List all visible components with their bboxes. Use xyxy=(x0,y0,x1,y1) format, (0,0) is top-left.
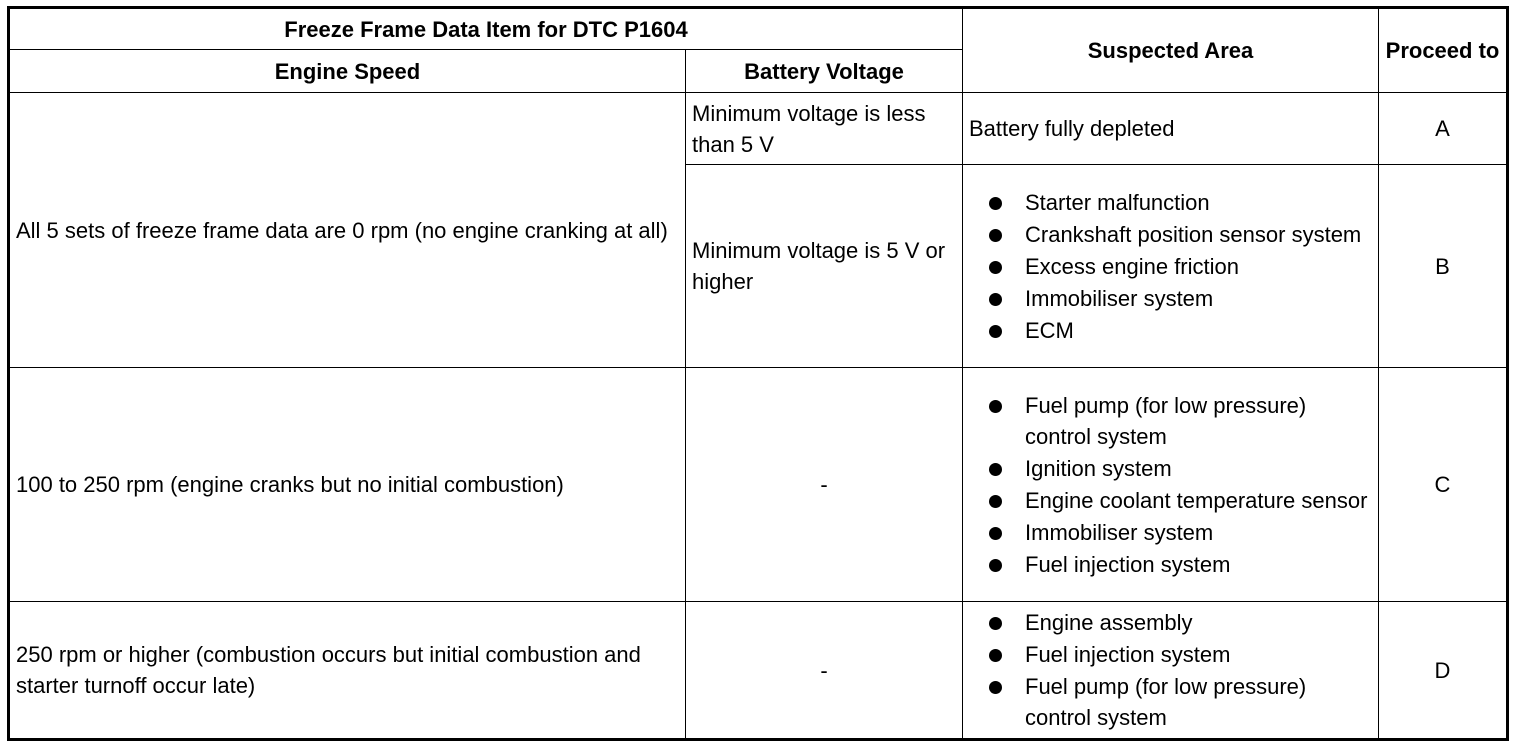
battery-voltage-cell: - xyxy=(686,368,963,602)
bullet-icon xyxy=(989,649,1002,662)
battery-voltage-cell: Minimum voltage is 5 V or higher xyxy=(686,165,963,368)
proceed-cell: B xyxy=(1379,165,1508,368)
header-row-group xyxy=(9,8,1508,50)
engine-speed-header: Engine Speed xyxy=(9,50,686,93)
list-item: Crankshaft position sensor system xyxy=(989,219,1372,250)
suspected-area-list xyxy=(969,390,1372,580)
engine-speed-cell: All 5 sets of freeze frame data are 0 rpm (no engine cranking at all) xyxy=(9,93,686,368)
list-item: ECM xyxy=(989,315,1372,346)
list-item: Starter malfunction xyxy=(989,187,1372,218)
proceed-cell: A xyxy=(1379,93,1508,165)
proceed-to-header: Proceed to xyxy=(1379,8,1508,93)
suspected-area-cell xyxy=(963,93,1379,165)
bullet-icon xyxy=(989,229,1002,242)
list-item: Fuel pump (for low pressure) control system xyxy=(989,390,1372,452)
battery-voltage-header: Battery Voltage xyxy=(686,50,963,93)
table-row xyxy=(9,93,1508,165)
bullet-icon xyxy=(989,261,1002,274)
freeze-frame-group-header: Freeze Frame Data Item for DTC P1604 xyxy=(9,8,963,50)
bullet-icon xyxy=(989,197,1002,210)
proceed-cell: D xyxy=(1379,602,1508,740)
bullet-icon xyxy=(989,463,1002,476)
bullet-icon xyxy=(989,400,1002,413)
bullet-icon xyxy=(989,495,1002,508)
list-item: Immobiliser system xyxy=(989,517,1372,548)
bullet-icon xyxy=(989,617,1002,630)
engine-speed-cell: 100 to 250 rpm (engine cranks but no initial combustion) xyxy=(9,368,686,602)
bullet-icon xyxy=(989,293,1002,306)
list-item: Ignition system xyxy=(989,453,1372,484)
battery-voltage-cell: - xyxy=(686,602,963,740)
table-row xyxy=(9,602,1508,740)
list-item: Immobiliser system xyxy=(989,283,1372,314)
suspected-area-list xyxy=(969,187,1372,346)
battery-voltage-cell: Minimum voltage is less than 5 V xyxy=(686,93,963,165)
bullet-icon xyxy=(989,559,1002,572)
bullet-icon xyxy=(989,325,1002,338)
suspected-area-cell xyxy=(963,368,1379,602)
list-item: Engine assembly xyxy=(989,607,1372,638)
suspected-area-text: Battery fully depleted xyxy=(969,116,1175,141)
list-item: Fuel injection system xyxy=(989,639,1372,670)
proceed-cell: C xyxy=(1379,368,1508,602)
suspected-area-cell xyxy=(963,602,1379,740)
suspected-area-header: Suspected Area xyxy=(963,8,1379,93)
dtc-p1604-freeze-frame-table xyxy=(7,6,1509,741)
suspected-area-list xyxy=(969,607,1372,733)
engine-speed-cell: 250 rpm or higher (combustion occurs but initial combustion and starter turnoff occur late) xyxy=(9,602,686,740)
list-item: Engine coolant temperature sensor xyxy=(989,485,1372,516)
suspected-area-cell xyxy=(963,165,1379,368)
list-item: Fuel injection system xyxy=(989,549,1372,580)
bullet-icon xyxy=(989,681,1002,694)
list-item: Fuel pump (for low pressure) control system xyxy=(989,671,1372,733)
bullet-icon xyxy=(989,527,1002,540)
table-row xyxy=(9,368,1508,602)
list-item: Excess engine friction xyxy=(989,251,1372,282)
